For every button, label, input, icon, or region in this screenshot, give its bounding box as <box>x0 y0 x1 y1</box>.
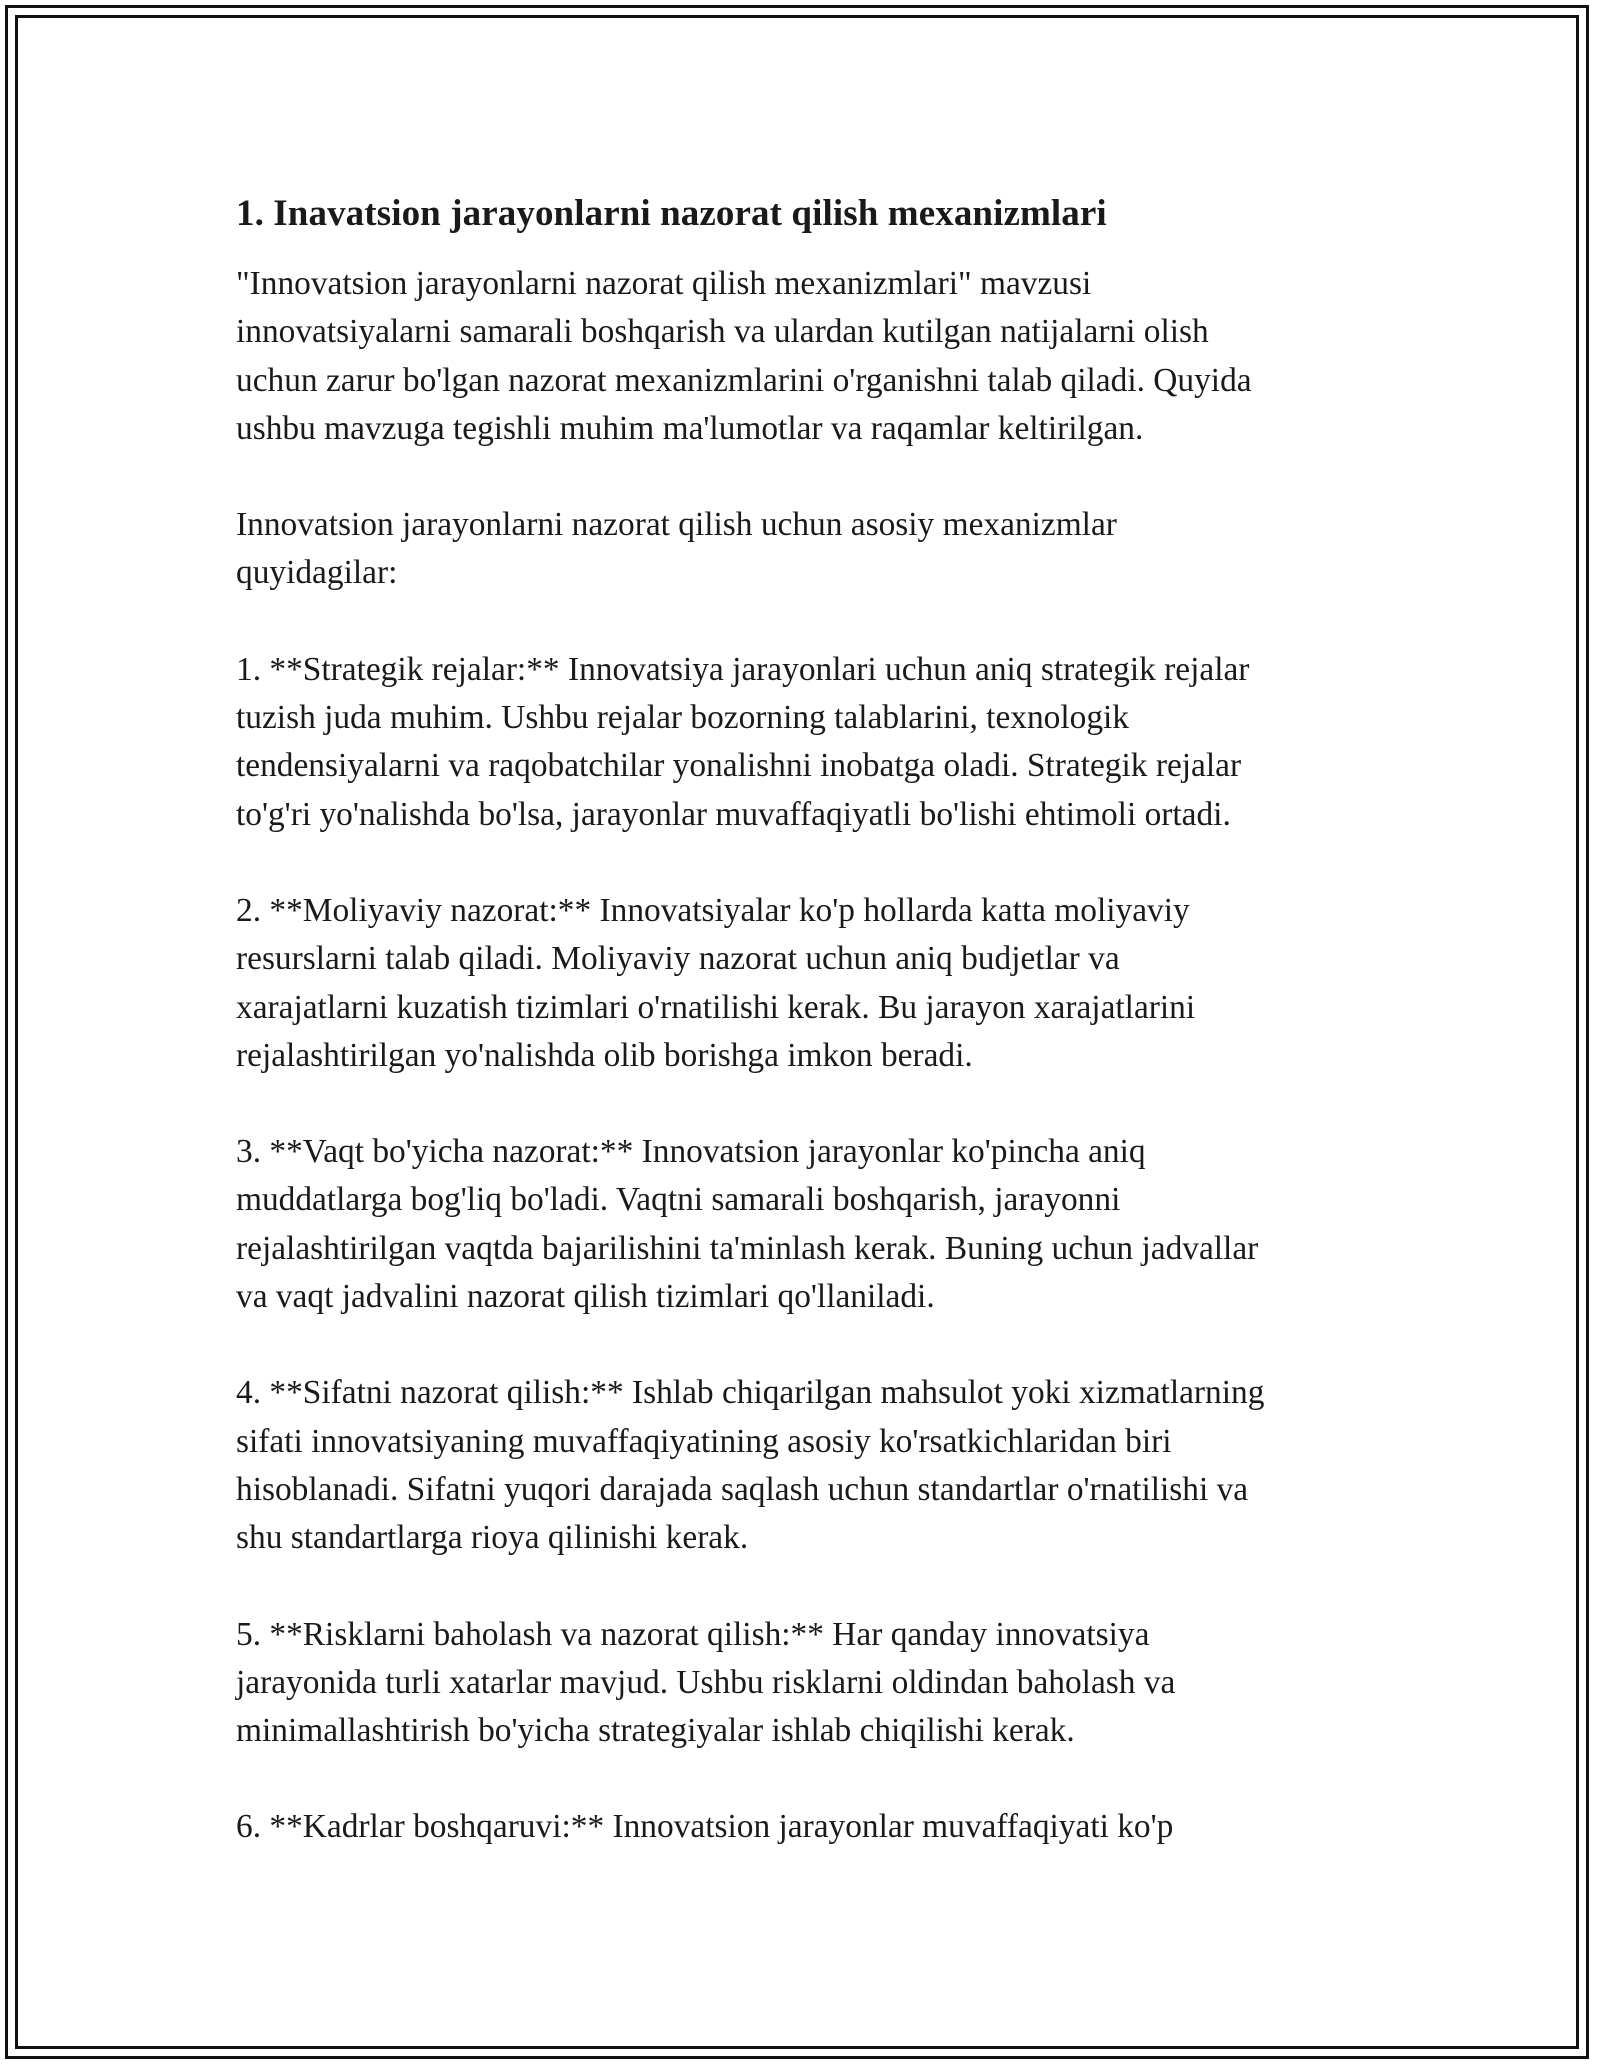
document-title: 1. Inavatsion jarayonlarni nazorat qilish mexanizmlari <box>236 193 1107 234</box>
list-item-risk-control: 5. **Risklarni baholash va nazorat qilish:** Har qanday innovatsiya jarayonida turli xatarlar mavjud. Ushbu risklarni oldindan baholash va minimallashtirish bo'yicha strategiyalar ishlab chiqilishi kerak. <box>236 1615 1176 1750</box>
document-page <box>236 190 1384 1900</box>
list-item-time-control: 3. **Vaqt bo'yicha nazorat:** Innovatsion jarayonlar ko'pincha aniq muddatlarga bog'liq bo'ladi. Vaqtni samarali boshqarish, jarayonni rejalashtirilgan vaqtda bajarilishini ta'minlash kerak. Buning uchun jadvallar va vaqt jadvalini nazorat qilish tizimlari qo'llaniladi. <box>236 1133 1259 1316</box>
list-item-personnel-management: 6. **Kadrlar boshqaruvi:** Innovatsion jarayonlar muvaffaqiyati ko'p <box>236 1808 1174 1846</box>
list-item-quality-control: 4. **Sifatni nazorat qilish:** Ishlab chiqarilgan mahsulot yoki xizmatlarning sifati innovatsiyaning muvaffaqiyatining asosiy ko'rsatkichlaridan biri hisoblanadi. Sifatni yuqori darajada saqlash uchun standartlar o'rnatilishi va shu standartlarga rioya qilinishi kerak. <box>236 1374 1265 1557</box>
list-item-financial-control: 2. **Moliyaviy nazorat:** Innovatsiyalar ko'p hollarda katta moliyaviy resurslarni talab qiladi. Moliyaviy nazorat uchun aniq budjetlar va xarajatlarni kuzatish tizimlari o'rnatilishi kerak. Bu jarayon xarajatlarini rejalashtirilgan yo'nalishda olib borishga imkon beradi. <box>236 891 1196 1074</box>
paragraph-mechanisms-lead: Innovatsion jarayonlarni nazorat qilish uchun asosiy mexanizmlar quyidagilar: <box>236 506 1117 592</box>
list-item-strategic-plans: 1. **Strategik rejalar:** Innovatsiya jarayonlari uchun aniq strategik rejalar tuzish juda muhim. Ushbu rejalar bozorning talablarini, texnologik tendensiyalarni va raqobatchilar yonalishni inobatga oladi. Strategik rejalar to'g'ri yo'nalishda bo'lsa, jarayonlar muvaffaqiyatli bo'lishi ehtimoli ortadi. <box>236 650 1250 833</box>
paragraph-intro: "Innovatsion jarayonlarni nazorat qilish mexanizmlari" mavzusi innovatsiyalarni samarali boshqarish va ulardan kutilgan natijalarni olish uchun zarur bo'lgan nazorat mexanizmlarini o'rganishni talab qiladi. Quyida ushbu mavzuga tegishli muhim ma'lumotlar va raqamlar keltirilgan. <box>236 265 1252 447</box>
